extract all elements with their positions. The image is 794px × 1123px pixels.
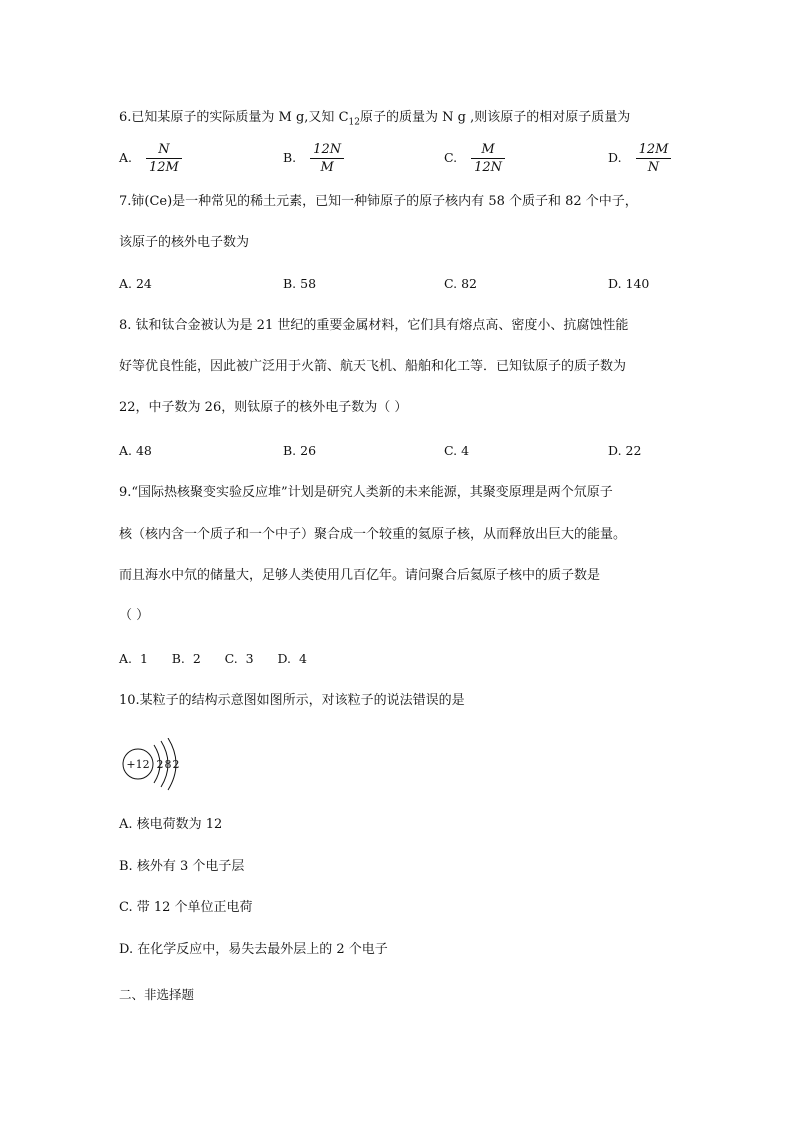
q9-stem-line3: 而且海水中氘的储量大，足够人类使用几百亿年。请问聚合后氦原子核中的质子数是 xyxy=(119,568,601,583)
q7-option-b: B. 58 xyxy=(283,276,317,291)
q7-option-c: C. 82 xyxy=(444,276,477,291)
nucleus-charge: +12 xyxy=(126,758,150,771)
q6-option-d-fraction xyxy=(636,141,672,176)
q6-option-d-numerator: 12M xyxy=(636,141,672,159)
q7-stem-line1: 7.铈(Ce)是一种常见的稀土元素，已知一种铈原子的原子核内有 58 个质子和 82 个中子， xyxy=(119,194,638,209)
q6-subscript: 12 xyxy=(348,117,360,128)
q10-option-c: C. 带 12 个单位正电荷 xyxy=(119,900,253,915)
shell-3-electrons: 2 xyxy=(172,758,180,771)
q6-option-c-letter: C. xyxy=(444,150,458,165)
q8-option-a: A. 48 xyxy=(119,443,152,458)
q6-option-a-letter: A. xyxy=(119,150,133,165)
q10-option-d: D. 在化学反应中，易失去最外层上的 2 个电子 xyxy=(119,942,388,957)
q6-option-a xyxy=(119,141,182,176)
q8-stem-line1: 8. 钛和钛合金被认为是 21 世纪的重要金属材料，它们具有熔点高、密度小、抗腐蚀性能 xyxy=(119,318,629,333)
shell-2-electrons: 8 xyxy=(164,758,172,771)
q7-stem-line2: 该原子的核外电子数为 xyxy=(119,235,250,250)
q6-option-d-denominator: N xyxy=(647,160,660,175)
q6-option-b-fraction xyxy=(310,141,344,176)
q6-stem xyxy=(119,109,630,132)
q8-option-c: C. 4 xyxy=(444,443,470,458)
q6-option-c-fraction xyxy=(471,141,505,176)
q6-option-b-letter: B. xyxy=(283,150,297,165)
q6-stem-pre: 6.已知某原子的实际质量为 M g,又知 C xyxy=(119,110,349,125)
q10-option-b: B. 核外有 3 个电子层 xyxy=(119,859,245,874)
q9-stem-line4: （ ） xyxy=(119,608,150,623)
q6-option-a-fraction xyxy=(146,141,182,176)
q6-option-a-numerator: N xyxy=(146,141,182,159)
section-heading-non-choice: 二、非选择题 xyxy=(119,987,195,1002)
q8-stem-line2: 好等优良性能，因此被广泛用于火箭、航天飞机、船舶和化工等．已知钛原子的质子数为 xyxy=(119,359,627,374)
q8-option-d: D. 22 xyxy=(608,443,642,458)
q6-option-c xyxy=(444,141,505,176)
q6-option-c-denominator: 12N xyxy=(474,160,503,175)
q7-option-d: D. 140 xyxy=(608,276,650,291)
q6-option-d xyxy=(608,141,671,176)
q8-option-b: B. 26 xyxy=(283,443,317,458)
q6-stem-post: 原子的质量为 N g ,则该原子的相对原子质量为 xyxy=(359,110,631,125)
q9-stem-line2: 核（核内含一个质子和一个中子）聚合成一个较重的氦原子核，从而释放出巨大的能量。 xyxy=(119,527,627,542)
q6-option-a-denominator: 12M xyxy=(149,160,179,175)
q9-options: A. 1 B. 2 C. 3 D. 4 xyxy=(119,651,307,666)
shell-1-electrons: 2 xyxy=(156,758,164,771)
q10-option-a: A. 核电荷数为 12 xyxy=(119,817,223,832)
q6-option-b xyxy=(283,141,344,176)
q6-option-c-numerator: M xyxy=(471,141,505,159)
q6-option-b-denominator: M xyxy=(320,160,334,175)
q7-option-a: A. 24 xyxy=(119,276,152,291)
q10-stem: 10.某粒子的结构示意图如图所示，对该粒子的说法错误的是 xyxy=(119,693,465,708)
q6-option-d-letter: D. xyxy=(608,150,622,165)
q6-option-b-numerator: 12N xyxy=(310,141,344,159)
q9-stem-line1: 9.“国际热核聚变实验反应堆”计划是研究人类新的未来能源，其聚变原理是两个氘原子 xyxy=(119,485,613,500)
q8-stem-line3: 22，中子数为 26，则钛原子的核外电子数为（ ） xyxy=(119,400,408,415)
atomic-structure-diagram xyxy=(116,738,196,792)
